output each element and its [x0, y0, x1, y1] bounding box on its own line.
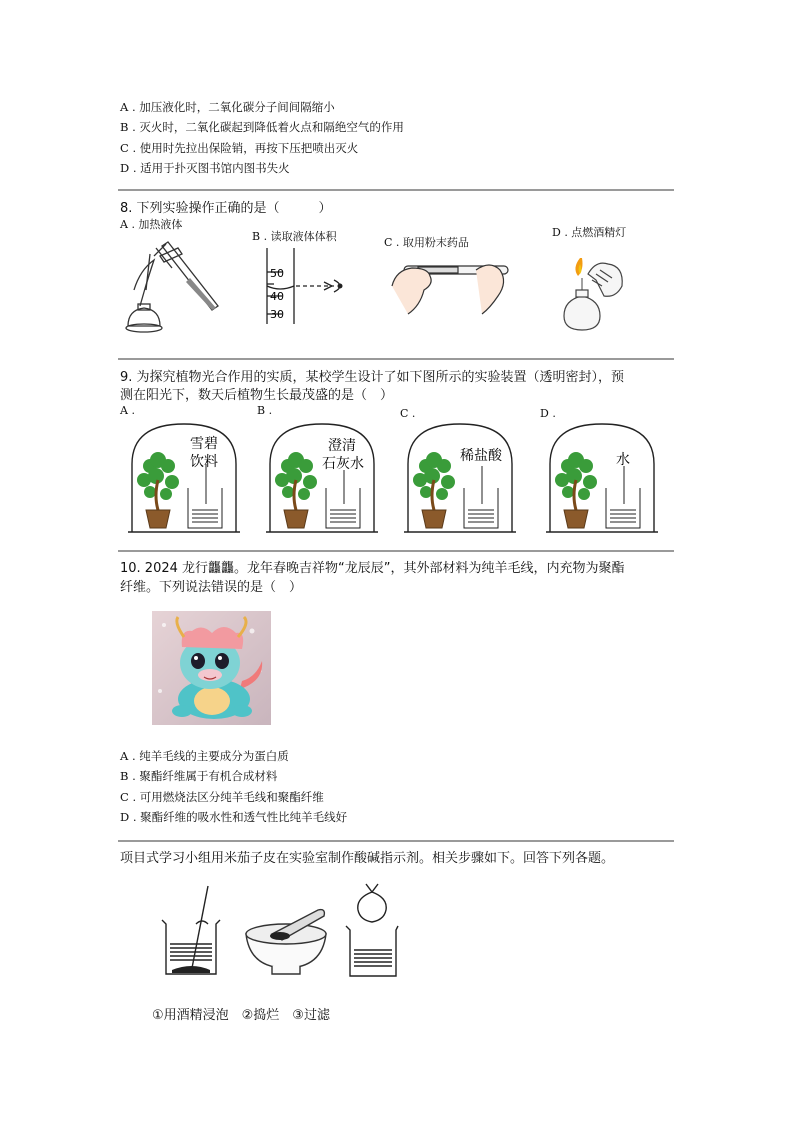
mortar-pestle-figure	[242, 906, 332, 978]
q11-steps: ①用酒精浸泡 ②捣烂 ③过滤	[152, 1008, 330, 1023]
q9-stem-line1: 9. 为探究植物光合作用的实质，某校学生设计了如下图所示的实验装置（透明密封），预	[120, 370, 625, 385]
cylinder-tick-30: 30	[270, 308, 284, 321]
flask-label-d: 水	[616, 452, 630, 468]
q8-option-c-label: C . 取用粉末药品	[384, 236, 469, 249]
q9-option-a-letter: A .	[120, 404, 135, 417]
flask-label-a-line2: 饮料	[190, 454, 218, 470]
filtration-figure	[344, 880, 400, 980]
q9-option-d-letter: D .	[540, 407, 556, 420]
powder-taking-figure	[390, 256, 515, 318]
heating-liquid-figure	[120, 230, 230, 338]
q8-option-b-label: B . 读取液体体积	[252, 230, 337, 243]
q8-stem: 8. 下列实验操作正确的是（ ）	[120, 201, 332, 216]
alcohol-lamp-lighting-figure	[552, 246, 642, 334]
cylinder-tick-50: 50	[270, 267, 284, 280]
divider	[118, 840, 674, 842]
dragon-mascot-image	[152, 611, 271, 725]
divider	[118, 358, 674, 360]
q8-option-a-label: A . 加热液体	[120, 218, 183, 231]
q9-stem-line2: 测在阳光下，数天后植物生长最茂盛的是（ ）	[120, 388, 394, 403]
flask-label-a-line1: 雪碧	[190, 436, 218, 452]
soaking-beaker-figure	[158, 884, 224, 980]
divider	[118, 550, 674, 552]
q10-option-b: B . 聚酯纤维属于有机合成材料	[120, 769, 278, 783]
cylinder-tick-40: 40	[270, 290, 284, 303]
bell-jar-b	[266, 420, 378, 536]
q9-option-b-letter: B .	[257, 404, 273, 417]
q9-option-c-letter: C .	[400, 407, 416, 420]
q11-intro: 项目式学习小组用米茄子皮在实验室制作酸碱指示剂。相关步骤如下。回答下列各题。	[120, 851, 615, 866]
q8-option-d-label: D . 点燃酒精灯	[552, 226, 627, 239]
flask-label-b-line2: 石灰水	[322, 456, 364, 472]
q7-option-a: A . 加压液化时，二氧化碳分子间间隔缩小	[120, 100, 335, 114]
q7-option-b: B . 灭火时，二氧化碳起到降低着火点和隔绝空气的作用	[120, 120, 404, 134]
bell-jar-d	[546, 420, 658, 536]
q7-option-c: C . 使用时先拉出保险销，再按下压把喷出灭火	[120, 141, 359, 155]
q7-option-d: D . 适用于扑灭图书馆内图书失火	[120, 161, 290, 175]
graduated-cylinder-figure	[262, 248, 352, 326]
bell-jar-c	[404, 420, 516, 536]
flask-label-c: 稀盐酸	[460, 448, 502, 464]
q10-option-a: A . 纯羊毛线的主要成分为蛋白质	[120, 749, 289, 763]
q10-option-d: D . 聚酯纤维的吸水性和透气性比纯羊毛线好	[120, 810, 348, 824]
q10-option-c: C . 可用燃烧法区分纯羊毛线和聚酯纤维	[120, 790, 324, 804]
divider	[118, 189, 674, 191]
q10-stem-line1: 10. 2024 龙行龘龘。龙年春晚吉祥物“龙辰辰”，其外部材料为纯羊毛线，内充物为聚酯	[120, 561, 625, 576]
flask-label-b-line1: 澄清	[328, 438, 356, 454]
bell-jar-a	[128, 420, 240, 536]
q10-stem-line2: 纤维。下列说法错误的是（ ）	[120, 580, 303, 595]
